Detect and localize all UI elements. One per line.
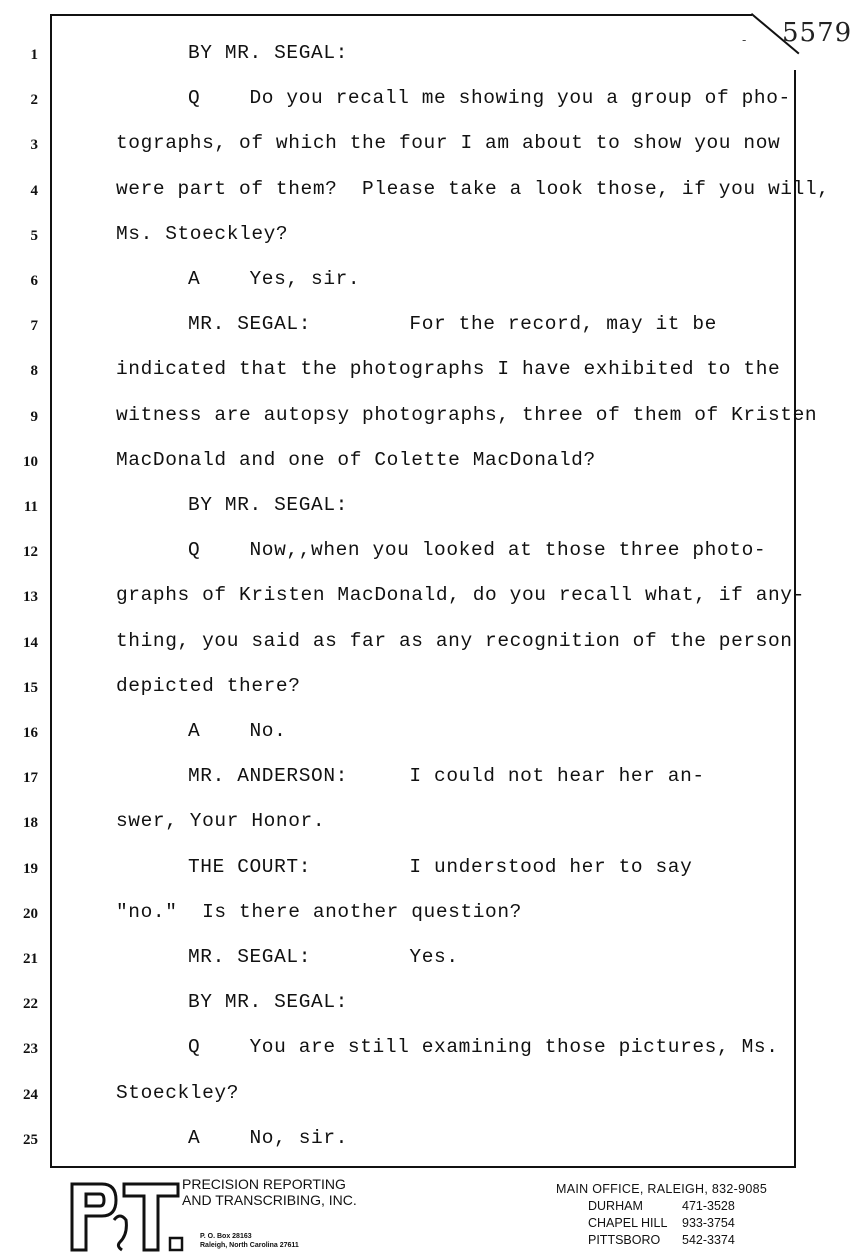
- transcript-line: thing, you said as far as any recognition of the person: [116, 629, 793, 652]
- office-city: PITTSBORO: [588, 1233, 661, 1247]
- line-number: 20: [23, 905, 38, 922]
- transcript-line: BY MR. SEGAL:: [188, 42, 348, 64]
- line-number: 24: [23, 1086, 38, 1103]
- line-number: 22: [23, 996, 38, 1013]
- transcript-line: Q Now,,when you looked at those three photo-: [188, 539, 767, 562]
- office-city: DURHAM: [588, 1199, 643, 1213]
- office-row: [556, 1233, 767, 1247]
- transcript-line: depicted there?: [116, 674, 301, 697]
- company-address: [200, 1232, 299, 1250]
- line-number: 12: [23, 544, 38, 561]
- office-listing: [556, 1182, 767, 1247]
- line-number: 17: [23, 770, 38, 787]
- transcript-line: BY MR. SEGAL:: [188, 494, 348, 516]
- line-number: 4: [30, 182, 38, 199]
- transcript-line: A Yes, sir.: [188, 268, 361, 290]
- company-name-line1: PRECISION REPORTING: [182, 1176, 346, 1192]
- transcript-line: Q You are still examining those pictures, Ms.: [188, 1036, 779, 1059]
- transcript-line: graphs of Kristen MacDonald, do you recall what, if any-: [116, 584, 805, 607]
- transcript-line: were part of them? Please take a look those, if you will,: [116, 177, 830, 200]
- line-number: 25: [23, 1131, 38, 1148]
- line-number: 21: [23, 951, 38, 967]
- line-number: 23: [23, 1041, 38, 1058]
- line-number: 13: [23, 589, 38, 606]
- transcript-line: MR. SEGAL: Yes.: [188, 946, 459, 968]
- transcript-line: witness are autopsy photographs, three of them of Kristen: [116, 403, 818, 426]
- company-address-line2: Raleigh, North Carolina 27611: [200, 1242, 299, 1249]
- company-address-line1: P. O. Box 28163: [200, 1233, 252, 1240]
- page-number: 5579: [782, 18, 853, 48]
- transcript-line: Q Do you recall me showing you a group of pho-: [188, 87, 791, 110]
- office-phone: 933-3754: [682, 1216, 735, 1230]
- office-phone: 542-3374: [682, 1233, 735, 1247]
- office-row: [556, 1199, 767, 1213]
- transcript-line: swer, Your Honor.: [116, 810, 326, 833]
- office-phone: 471-3528: [682, 1199, 735, 1213]
- line-number: 11: [23, 499, 38, 515]
- company-name-line2: AND TRANSCRIBING, INC.: [182, 1192, 357, 1208]
- transcript-line: indicated that the photographs I have exhibited to the: [116, 358, 781, 381]
- transcript-line: THE COURT: I understood her to say: [188, 855, 693, 878]
- line-number: 1: [30, 47, 38, 63]
- line-number: 14: [23, 634, 38, 651]
- transcript-line: tographs, of which the four I am about to show you now: [116, 132, 781, 155]
- company-name: [182, 1176, 357, 1208]
- transcript-line: "no." Is there another question?: [116, 900, 522, 923]
- line-number: 5: [30, 227, 38, 244]
- line-number: 2: [30, 92, 38, 109]
- line-number: 19: [23, 860, 38, 877]
- line-number: 3: [30, 137, 38, 154]
- line-number: 7: [30, 318, 38, 335]
- transcript-line: MR. ANDERSON: I could not hear her an-: [188, 765, 705, 788]
- main-office: MAIN OFFICE, RALEIGH, 832-9085: [556, 1182, 768, 1196]
- line-number: 16: [23, 725, 38, 741]
- transcript-line: A No, sir.: [188, 1126, 348, 1149]
- office-city: CHAPEL HILL: [588, 1216, 668, 1230]
- transcript-line: MR. SEGAL: For the record, may it be: [188, 313, 717, 336]
- line-number: 10: [23, 453, 38, 470]
- line-number: 9: [30, 408, 38, 425]
- transcript-line: Ms. Stoeckley?: [116, 222, 289, 245]
- line-number: 8: [30, 363, 38, 380]
- transcript-line: Stoeckley?: [116, 1081, 240, 1104]
- transcript-line: A No.: [188, 720, 287, 742]
- line-number: 18: [23, 815, 38, 832]
- stray-mark: -: [742, 33, 747, 47]
- line-number: 15: [23, 679, 38, 696]
- transcript-line: MacDonald and one of Colette MacDonald?: [116, 448, 596, 471]
- pt-logo-icon: [66, 1176, 186, 1254]
- line-number: 6: [30, 273, 38, 289]
- transcript-line: BY MR. SEGAL:: [188, 991, 348, 1014]
- office-row: [556, 1216, 767, 1230]
